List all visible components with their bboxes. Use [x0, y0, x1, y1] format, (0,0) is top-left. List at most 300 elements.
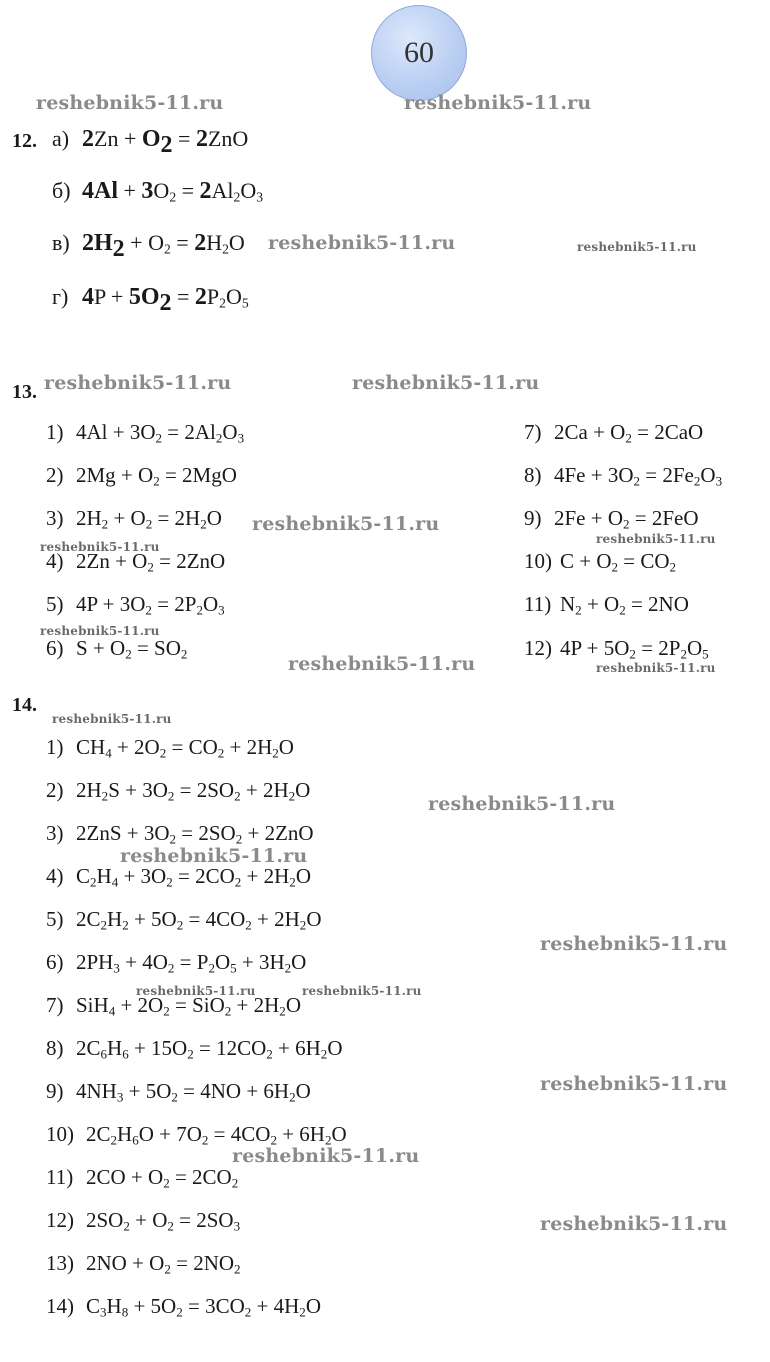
- subscript: 3: [233, 1218, 241, 1234]
- formula-text: O: [202, 592, 219, 616]
- subscript: 3: [116, 1089, 124, 1105]
- subscript: 2: [196, 602, 203, 618]
- subscript: 3: [715, 473, 723, 489]
- formula: [86, 1208, 240, 1232]
- subscript: 2: [233, 189, 241, 205]
- equation-row: [524, 636, 709, 661]
- subscript: 2: [169, 831, 177, 847]
- formula: [82, 230, 245, 262]
- subscript: 2: [145, 516, 153, 532]
- formula: [82, 284, 249, 316]
- bold-coefficient: 2: [199, 178, 212, 204]
- subscript: 6: [122, 1046, 129, 1062]
- subscript: 2: [90, 874, 97, 890]
- subscript: 2: [284, 960, 292, 976]
- subscript: 2: [171, 1089, 178, 1105]
- formula-text: O: [686, 636, 703, 660]
- bold-subscript: 2: [160, 132, 173, 158]
- formula-text: O: [206, 506, 222, 530]
- item-label: 7): [46, 993, 64, 1017]
- watermark: reshebnik5-11.ru: [268, 232, 456, 254]
- item-label: 9): [46, 1079, 64, 1103]
- formula-text: H: [107, 1036, 123, 1060]
- subscript: 8: [121, 1304, 129, 1320]
- equation-row: [46, 1165, 238, 1190]
- subscript: 2: [244, 1304, 252, 1320]
- watermark-small: reshebnik5-11.ru: [596, 532, 716, 546]
- subscript: 2: [693, 473, 701, 489]
- formula-text: 2Ca + O: [554, 420, 626, 444]
- subscript: 2: [224, 1003, 232, 1019]
- formula-text: + O: [108, 506, 146, 530]
- formula-text: + 2O: [115, 993, 164, 1017]
- formula-text: O: [153, 178, 170, 203]
- watermark: reshebnik5-11.ru: [252, 513, 440, 535]
- item-label: 3): [46, 821, 64, 845]
- subscript: 2: [122, 917, 129, 933]
- task-13-number: 13.: [12, 381, 37, 403]
- subscript: 5: [241, 295, 249, 311]
- subscript: 2: [289, 874, 296, 890]
- subscript: 2: [222, 241, 229, 257]
- formula: [76, 636, 187, 660]
- formula-text: + 2ZnO: [242, 821, 314, 845]
- watermark-small: reshebnik5-11.ru: [136, 984, 256, 998]
- item-label: 2): [46, 463, 64, 487]
- formula-text: 4P + 3O: [76, 592, 146, 616]
- subscript: 2: [153, 473, 160, 489]
- formula-text: = 2Fe: [640, 463, 694, 487]
- formula-text: SiH: [76, 993, 109, 1017]
- subscript: 2: [669, 559, 677, 575]
- formula-text: = 2SO: [174, 778, 235, 802]
- formula-text: 2C: [76, 907, 101, 931]
- formula-text: = 2H: [152, 506, 201, 530]
- subscript: 2: [159, 745, 167, 761]
- formula: [560, 636, 709, 660]
- subscript: 2: [623, 516, 630, 532]
- subscript: 2: [200, 516, 207, 532]
- formula-text: 2ZnS + 3O: [76, 821, 170, 845]
- formula-text: + 2H: [241, 864, 290, 888]
- equation-row: [46, 1122, 347, 1147]
- equation-row: [46, 950, 306, 975]
- equation-row: [46, 993, 301, 1018]
- item-label: 13): [46, 1251, 74, 1275]
- subscript: 2: [320, 1046, 328, 1062]
- formula-text: + 2H: [240, 778, 289, 802]
- formula: [76, 549, 225, 573]
- subscript: 2: [166, 874, 173, 890]
- formula-text: O: [291, 950, 307, 974]
- subscript: 5: [230, 960, 237, 976]
- formula-text: 2H: [76, 506, 102, 530]
- item-label: 8): [46, 1036, 64, 1060]
- formula-text: O: [240, 178, 257, 203]
- formula-text: 4P + 5O: [560, 636, 630, 660]
- formula: [560, 592, 689, 616]
- formula: [76, 778, 310, 802]
- formula-text: =: [171, 284, 195, 309]
- formula-text: = 2P: [635, 636, 681, 660]
- equation-row: [46, 907, 321, 932]
- formula-text: O: [222, 420, 238, 444]
- subscript: 2: [163, 1175, 170, 1191]
- formula-text: O: [225, 284, 242, 309]
- subscript: 3: [100, 1304, 107, 1320]
- equation-row: [46, 1251, 241, 1276]
- formula-text: H: [107, 907, 123, 931]
- item-label: 1): [46, 420, 64, 444]
- formula-text: = 2FeO: [629, 506, 699, 530]
- formula-text: H: [117, 1122, 133, 1146]
- formula-text: + O: [124, 230, 164, 255]
- subscript: 2: [208, 960, 215, 976]
- subscript: 3: [256, 189, 264, 205]
- formula-text: 2C: [86, 1122, 111, 1146]
- formula-text: 2CO + O: [86, 1165, 164, 1189]
- item-label: 4): [46, 549, 64, 573]
- formula-text: O: [295, 864, 311, 888]
- formula: [76, 1079, 311, 1103]
- subscript: 2: [324, 1132, 332, 1148]
- formula: [76, 950, 306, 974]
- subscript: 2: [235, 831, 243, 847]
- watermark-small: reshebnik5-11.ru: [40, 540, 160, 554]
- item-label: 12): [524, 636, 552, 660]
- item-label: 9): [524, 506, 542, 530]
- formula-text: S + 3O: [108, 778, 168, 802]
- bold-coefficient: 3: [141, 178, 154, 204]
- formula-text: O + 7O: [138, 1122, 202, 1146]
- formula-text: + O: [581, 592, 620, 616]
- subscript: 2: [279, 1003, 286, 1019]
- subscript: 3: [237, 430, 245, 446]
- formula-text: C + O: [560, 549, 612, 573]
- item-label: 5): [46, 907, 64, 931]
- item-label: 6): [46, 636, 64, 660]
- formula-text: =: [170, 230, 195, 255]
- subscript: 2: [201, 1132, 209, 1148]
- subscript: 2: [164, 1261, 171, 1277]
- formula-text: O: [295, 1079, 311, 1103]
- equation-row: [46, 821, 314, 846]
- subscript: 2: [176, 917, 184, 933]
- watermark: reshebnik5-11.ru: [540, 933, 728, 955]
- item-label: 10): [524, 549, 552, 573]
- subscript: 2: [266, 1046, 273, 1062]
- bold-coefficient: O: [141, 126, 161, 152]
- formula-text: + 5O: [128, 907, 177, 931]
- subscript: 2: [215, 430, 223, 446]
- formula-text: = 4CO: [183, 907, 246, 931]
- formula-text: = 2SO: [173, 1208, 234, 1232]
- subscript: 2: [101, 516, 109, 532]
- equation-row: [46, 506, 222, 531]
- equation-row: [524, 592, 689, 617]
- item-label: б): [52, 178, 71, 203]
- formula: [82, 178, 263, 203]
- formula-text: H: [206, 230, 223, 255]
- watermark: reshebnik5-11.ru: [404, 92, 592, 114]
- subscript: 2: [167, 960, 175, 976]
- formula: [554, 463, 722, 487]
- subscript: 2: [145, 602, 152, 618]
- item-label: 4): [46, 864, 64, 888]
- formula-text: + 4H: [251, 1294, 300, 1318]
- formula-text: =: [176, 178, 200, 203]
- formula-text: ZnO: [207, 126, 249, 151]
- equation-row: [46, 1079, 311, 1104]
- subscript: 2: [272, 745, 279, 761]
- formula-text: + 2H: [251, 907, 300, 931]
- subscript: 2: [217, 745, 225, 761]
- equation-row: [46, 864, 311, 889]
- item-label: 5): [46, 592, 64, 616]
- formula: [76, 993, 301, 1017]
- subscript: 6: [132, 1132, 139, 1148]
- bold-coefficient: 2: [194, 230, 207, 256]
- watermark: reshebnik5-11.ru: [36, 92, 224, 114]
- formula: [76, 864, 311, 888]
- subscript: 2: [169, 189, 177, 205]
- formula-text: 4NH: [76, 1079, 117, 1103]
- subscript: 2: [234, 1261, 241, 1277]
- watermark-small: reshebnik5-11.ru: [577, 240, 697, 254]
- formula-text: + 3O: [118, 864, 167, 888]
- formula-text: 2Mg + O: [76, 463, 154, 487]
- subscript: 2: [625, 430, 632, 446]
- formula-text: = 2P: [151, 592, 197, 616]
- formula-text: Zn +: [94, 126, 142, 151]
- task-12-number: 12.: [12, 130, 37, 152]
- bold-coefficient: 4Al: [82, 178, 118, 204]
- formula-text: O: [285, 993, 301, 1017]
- bold-coefficient: 5O: [128, 284, 160, 310]
- task-14-number: 14.: [12, 694, 37, 716]
- watermark: reshebnik5-11.ru: [120, 845, 308, 867]
- formula-text: O: [306, 907, 322, 931]
- formula-text: + 2O: [111, 735, 160, 759]
- formula-text: = 2MgO: [159, 463, 237, 487]
- subscript: 2: [575, 602, 582, 618]
- formula: [554, 420, 703, 444]
- formula-text: = 4CO: [208, 1122, 271, 1146]
- equation-row: [52, 126, 249, 158]
- formula-text: 2Zn + O: [76, 549, 148, 573]
- formula-text: + 2H: [224, 735, 273, 759]
- bold-coefficient: 4: [82, 284, 94, 310]
- equation-row: [46, 463, 237, 488]
- subscript: 2: [180, 646, 188, 662]
- formula-text: = SO: [131, 636, 181, 660]
- subscript: 2: [234, 874, 242, 890]
- equation-row: [52, 230, 245, 262]
- equation-row: [524, 463, 722, 488]
- formula-text: = 2SO: [176, 821, 236, 845]
- formula-text: O: [278, 735, 294, 759]
- formula-text: = 2CO: [169, 1165, 232, 1189]
- subscript: 2: [231, 1175, 239, 1191]
- watermark-small: reshebnik5-11.ru: [596, 661, 716, 675]
- formula-text: 4Fe + 3O: [554, 463, 634, 487]
- item-label: 11): [524, 592, 552, 616]
- formula-text: O: [700, 463, 716, 487]
- subscript: 2: [167, 1218, 174, 1234]
- bold-coefficient: 2: [195, 126, 208, 152]
- formula-text: + 5O: [128, 1294, 177, 1318]
- formula-text: S + O: [76, 636, 126, 660]
- formula: [76, 506, 222, 530]
- item-label: 10): [46, 1122, 74, 1146]
- subscript: 2: [299, 1304, 306, 1320]
- formula-text: = 2NO: [625, 592, 689, 616]
- subscript: 3: [218, 602, 225, 618]
- item-label: в): [52, 230, 70, 255]
- equation-row: [46, 592, 225, 617]
- bold-coefficient: 2: [194, 284, 207, 310]
- formula-text: = 2ZnO: [153, 549, 226, 573]
- formula-text: = 3CO: [182, 1294, 245, 1318]
- formula: [86, 1165, 238, 1189]
- watermark: reshebnik5-11.ru: [540, 1213, 728, 1235]
- watermark: reshebnik5-11.ru: [288, 653, 476, 675]
- formula-text: + 6H: [272, 1036, 321, 1060]
- equation-row: [46, 735, 294, 760]
- equation-row: [46, 1294, 321, 1319]
- watermark: reshebnik5-11.ru: [352, 372, 540, 394]
- subscript: 2: [101, 788, 109, 804]
- equation-row: [52, 284, 249, 316]
- formula-text: H: [106, 1294, 122, 1318]
- formula: [76, 463, 237, 487]
- item-label: 7): [524, 420, 542, 444]
- subscript: 2: [125, 646, 132, 662]
- subscript: 2: [187, 1046, 194, 1062]
- subscript: 2: [289, 1089, 296, 1105]
- formula: [82, 126, 249, 158]
- equation-row: [46, 636, 187, 661]
- formula: [86, 1294, 321, 1318]
- formula-text: 2Fe + O: [554, 506, 624, 530]
- subscript: 2: [245, 917, 252, 933]
- equation-row: [46, 1036, 342, 1061]
- formula-text: H: [96, 864, 112, 888]
- subscript: 5: [702, 646, 709, 662]
- subscript: 2: [299, 917, 307, 933]
- formula-text: 4Al + 3O: [76, 420, 156, 444]
- watermark: reshebnik5-11.ru: [44, 372, 232, 394]
- subscript: 2: [611, 559, 619, 575]
- subscript: 2: [155, 430, 163, 446]
- subscript: 2: [100, 917, 108, 933]
- formula-text: C: [76, 864, 91, 888]
- subscript: 2: [629, 646, 636, 662]
- formula-text: O: [228, 230, 245, 255]
- formula-text: + 15O: [128, 1036, 188, 1060]
- page-number-badge: [371, 5, 467, 101]
- subscript: 4: [108, 1003, 116, 1019]
- subscript: 4: [111, 874, 119, 890]
- equation-row: [524, 549, 676, 574]
- watermark: reshebnik5-11.ru: [232, 1145, 420, 1167]
- subscript: 2: [270, 1132, 277, 1148]
- formula-text: O: [327, 1036, 343, 1060]
- item-label: 2): [46, 778, 64, 802]
- formula: [76, 592, 225, 616]
- watermark: reshebnik5-11.ru: [540, 1073, 728, 1095]
- equation-row: [524, 420, 703, 445]
- formula-text: = 2Al: [162, 420, 216, 444]
- formula-text: O: [295, 778, 311, 802]
- item-label: 12): [46, 1208, 74, 1232]
- subscript: 2: [176, 1304, 183, 1320]
- subscript: 6: [100, 1046, 108, 1062]
- formula-text: + 5O: [123, 1079, 172, 1103]
- page-number: 60: [404, 36, 434, 69]
- watermark-small: reshebnik5-11.ru: [302, 984, 422, 998]
- formula-text: = CO: [618, 549, 670, 573]
- subscript: 2: [633, 473, 641, 489]
- formula: [86, 1251, 241, 1275]
- subscript: 2: [680, 646, 687, 662]
- item-label: а): [52, 126, 70, 151]
- formula-text: = 12CO: [193, 1036, 267, 1060]
- formula: [76, 907, 321, 931]
- formula-text: + 6H: [276, 1122, 325, 1146]
- formula-text: = 2CO: [172, 864, 235, 888]
- formula-text: + O: [129, 1208, 168, 1232]
- equation-row: [46, 1208, 240, 1233]
- item-label: 11): [46, 1165, 74, 1189]
- formula: [76, 735, 294, 759]
- formula-text: = SiO: [169, 993, 225, 1017]
- formula-text: =: [172, 126, 196, 151]
- formula-text: O: [305, 1294, 321, 1318]
- item-label: 3): [46, 506, 64, 530]
- formula-text: P: [206, 284, 220, 309]
- formula-text: + 2H: [231, 993, 280, 1017]
- subscript: 2: [123, 1218, 130, 1234]
- formula-text: 2SO: [86, 1208, 124, 1232]
- bold-subscript: 2: [159, 290, 172, 316]
- formula-text: = P: [174, 950, 209, 974]
- watermark: reshebnik5-11.ru: [428, 793, 616, 815]
- item-label: 14): [46, 1294, 74, 1318]
- formula: [554, 506, 699, 530]
- subscript: 2: [163, 241, 171, 257]
- formula-text: 2NO + O: [86, 1251, 165, 1275]
- subscript: 2: [219, 295, 226, 311]
- formula-text: 2PH: [76, 950, 114, 974]
- formula-text: = 2NO: [170, 1251, 235, 1275]
- formula: [560, 549, 676, 573]
- formula-text: O: [214, 950, 231, 974]
- formula-text: = CO: [166, 735, 218, 759]
- formula-text: = 4NO + 6H: [177, 1079, 290, 1103]
- item-label: г): [52, 284, 69, 309]
- equation-row: [46, 420, 244, 445]
- formula: [76, 821, 314, 845]
- item-label: 1): [46, 735, 64, 759]
- bold-coefficient: 2H: [82, 230, 113, 256]
- formula-text: Al: [211, 178, 234, 203]
- formula: [86, 1122, 347, 1146]
- subscript: 2: [110, 1132, 118, 1148]
- formula-text: C: [86, 1294, 101, 1318]
- formula-text: N: [560, 592, 576, 616]
- formula: [76, 420, 244, 444]
